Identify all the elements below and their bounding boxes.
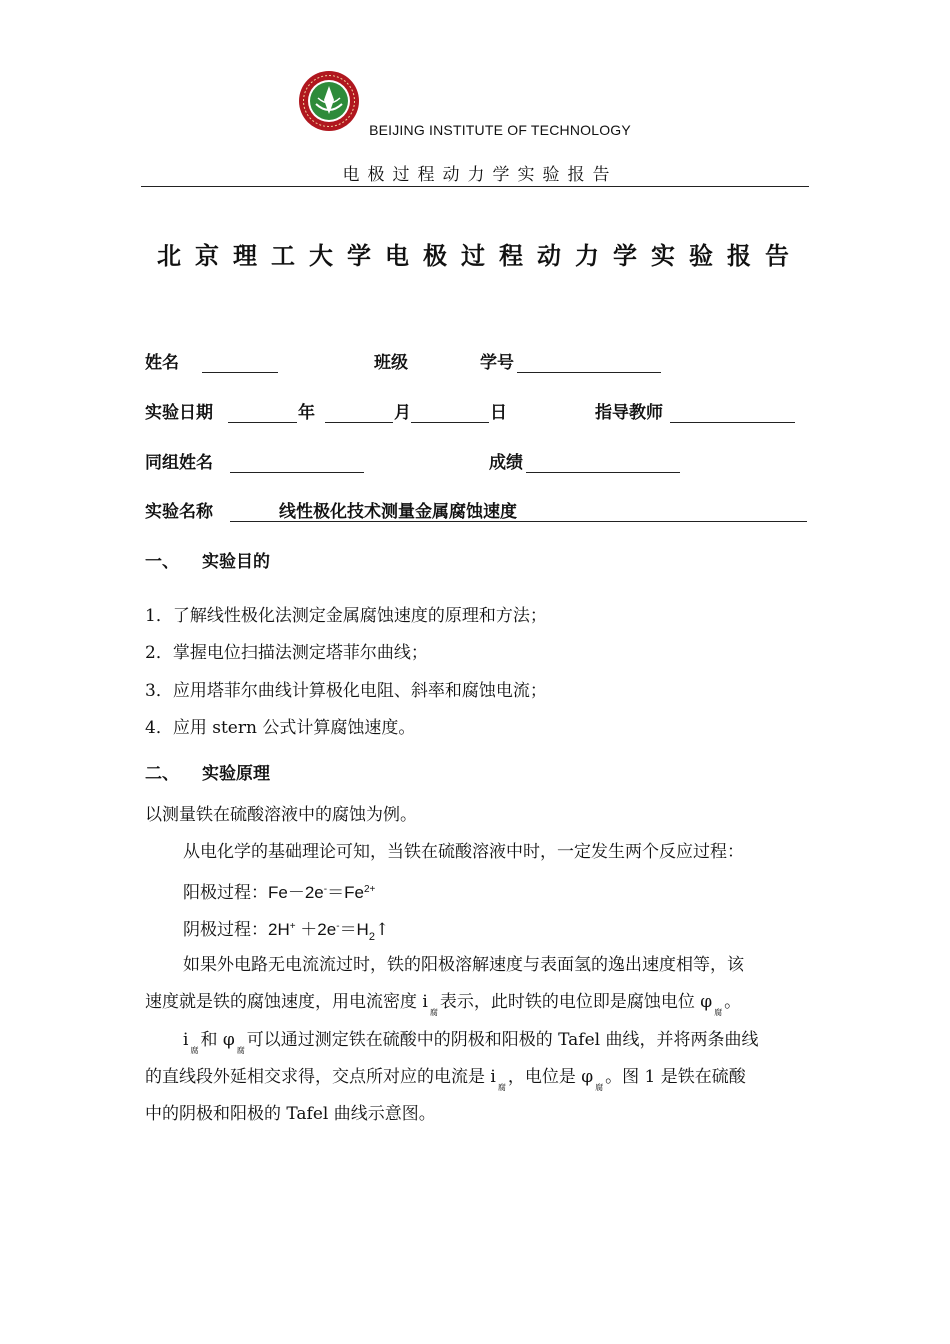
principle-paragraph-2-line-1: 如果外电路无电流流过时，铁的阳极溶解速度与表面氢的逸出速度相等，该 xyxy=(183,955,744,975)
objective-item-1: 1．了解线性极化法测定金属腐蚀速度的原理和方法； xyxy=(145,606,547,626)
section1-title: 实验目的 xyxy=(202,552,270,572)
institution-name: BEIJING INSTITUTE OF TECHNOLOGY xyxy=(369,122,631,138)
objective-item-4: 4．应用 stern 公式计算腐蚀速度。 xyxy=(145,718,416,738)
cathode-eq-sub: 2 xyxy=(368,931,375,943)
cathode-eq-a: 2H xyxy=(268,920,290,939)
class-label: 班级 xyxy=(374,353,408,373)
day-label: 日 xyxy=(490,403,507,423)
subscript-fu: 腐 xyxy=(429,1008,438,1017)
section1-number: 一、 xyxy=(145,552,179,572)
p3-line2-c: 。图 1 是铁在硫酸 xyxy=(605,1067,746,1087)
anode-eq-sup1: - xyxy=(323,884,328,895)
cathode-eq-arrow: ↑ xyxy=(374,920,390,940)
p3-line1-a: i xyxy=(183,1030,189,1050)
group-label: 同组姓名 xyxy=(145,453,213,473)
header-report-type: 电极过程动力学实验报告 xyxy=(342,165,618,185)
cathode-eq-sup2: - xyxy=(336,921,340,932)
principle-intro: 以测量铁在硫酸溶液中的腐蚀为例。 xyxy=(145,805,417,825)
p2-line2-a: 速度就是铁的腐蚀速度，用电流密度 i xyxy=(145,992,428,1012)
subscript-fu: 腐 xyxy=(497,1083,506,1092)
cathode-eq-c: ＝H xyxy=(339,920,369,939)
instructor-label: 指导教师 xyxy=(595,403,663,423)
p3-line2-a: 的直线段外延相交求得，交点所对应的电流是 i xyxy=(145,1067,496,1087)
objective-item-2: 2．掌握电位扫描法测定塔菲尔曲线； xyxy=(145,643,428,663)
p2-line2-c: 。 xyxy=(724,992,742,1012)
subscript-fu: 腐 xyxy=(595,1083,604,1092)
anode-process xyxy=(183,880,375,903)
cathode-label: 阴极过程： xyxy=(183,920,268,940)
year-label: 年 xyxy=(298,403,315,423)
name-label: 姓名 xyxy=(145,353,179,373)
subscript-fu: 腐 xyxy=(190,1046,199,1055)
group-field[interactable] xyxy=(230,452,364,473)
cathode-eq-b: ＋2e xyxy=(295,920,337,939)
subscript-fu: 腐 xyxy=(714,1008,723,1017)
cathode-process xyxy=(183,917,389,947)
anode-eq-b: ＝Fe xyxy=(327,883,364,902)
section2-number: 二、 xyxy=(145,764,179,784)
principle-paragraph-1: 从电化学的基础理论可知，当铁在硫酸溶液中时，一定发生两个反应过程： xyxy=(183,842,744,862)
header-divider xyxy=(141,186,809,187)
student-id-label: 学号 xyxy=(480,353,514,373)
student-id-field[interactable] xyxy=(517,352,661,373)
score-label: 成绩 xyxy=(489,453,523,473)
p3-line1-c: 可以通过测定铁在硫酸中的阴极和阳极的 Tafel 曲线，并将两条曲线 xyxy=(246,1030,759,1050)
principle-paragraph-2-line-2 xyxy=(145,992,741,1023)
section2-title: 实验原理 xyxy=(202,764,270,784)
experiment-name: 线性极化技术测量金属腐蚀速度 xyxy=(279,502,517,522)
name-field[interactable] xyxy=(202,352,278,373)
p3-line1-b: 和 φ xyxy=(200,1030,235,1050)
month-label: 月 xyxy=(394,403,411,423)
subscript-fu: 腐 xyxy=(236,1046,245,1055)
cathode-eq-sup1: + xyxy=(289,921,296,932)
score-field[interactable] xyxy=(526,452,680,473)
anode-label: 阳极过程： xyxy=(183,883,268,903)
principle-paragraph-3-line-3: 中的阴极和阳极的 Tafel 曲线示意图。 xyxy=(145,1104,436,1124)
anode-eq-sup2: 2+ xyxy=(363,884,376,895)
anode-eq-a: Fe－2e xyxy=(268,883,324,902)
instructor-field[interactable] xyxy=(670,402,795,423)
month-field[interactable] xyxy=(325,402,393,423)
p2-line2-b: 表示，此时铁的电位即是腐蚀电位 φ xyxy=(439,992,713,1012)
experiment-label: 实验名称 xyxy=(145,502,213,522)
day-field[interactable] xyxy=(411,402,489,423)
report-title: 北京理工大学电极过程动力学实验报告 xyxy=(157,241,803,270)
principle-paragraph-3-line-2 xyxy=(145,1067,746,1098)
date-label: 实验日期 xyxy=(145,403,213,423)
p3-line2-b: ，电位是 φ xyxy=(507,1067,594,1087)
year-field[interactable] xyxy=(228,402,297,423)
objective-item-3: 3．应用塔菲尔曲线计算极化电阻、斜率和腐蚀电流； xyxy=(145,681,547,701)
principle-paragraph-3-line-1 xyxy=(183,1030,759,1061)
